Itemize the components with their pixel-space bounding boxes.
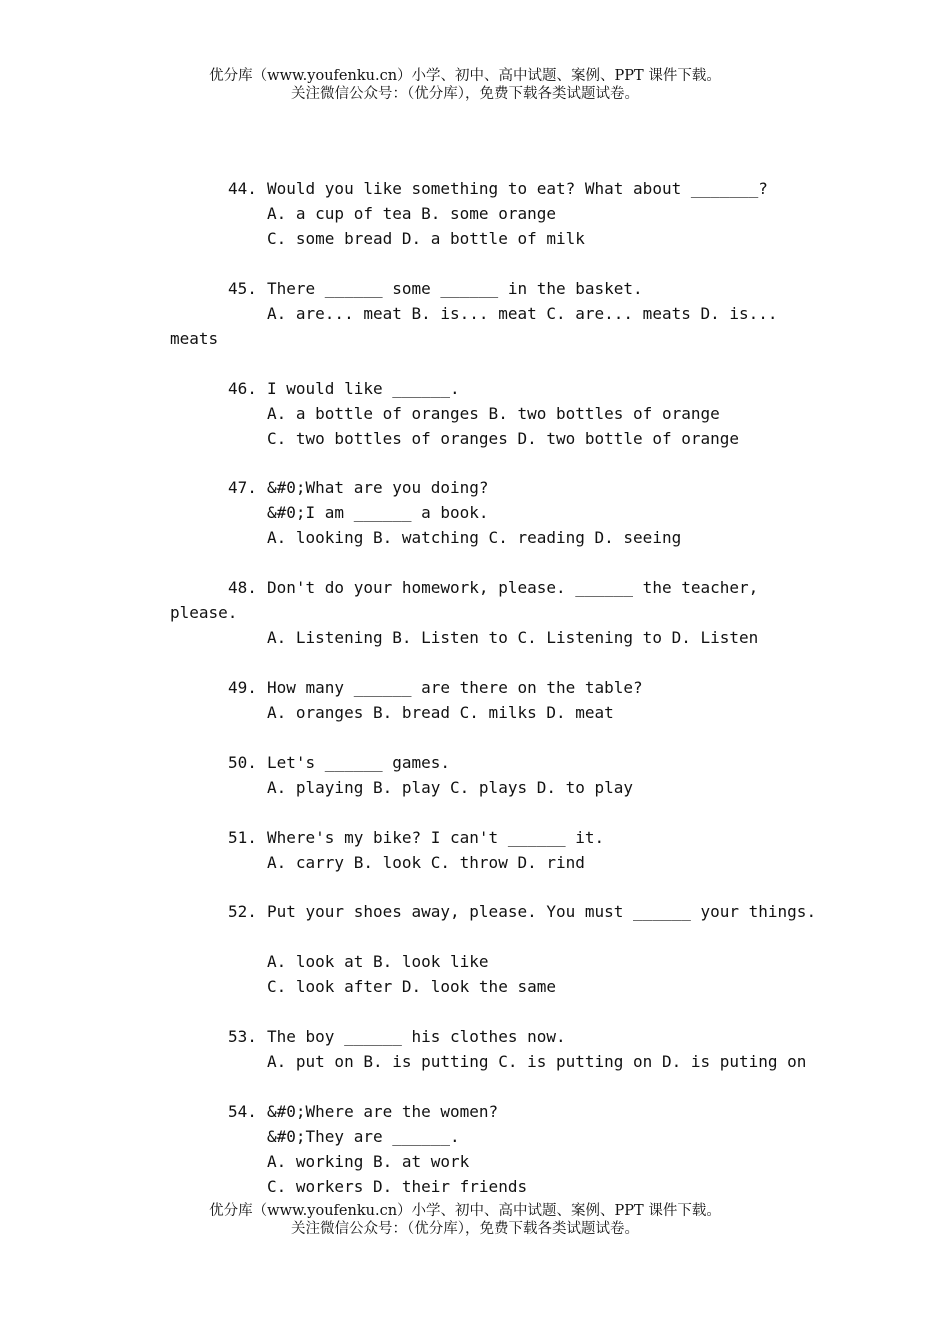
question-number: 44. bbox=[228, 179, 257, 198]
question-stem: Would you like something to eat? What about _______? bbox=[267, 179, 768, 198]
footer-line-2: 关注微信公众号：（优分库），免费下载各类试题试卷。 bbox=[291, 1221, 639, 1237]
question-number: 53. bbox=[228, 1027, 257, 1047]
question-number: 46. bbox=[228, 378, 257, 398]
question-47 bbox=[0, 475, 950, 550]
answer-options: A. are... meat B. is... meat C. are... meats D. is... bbox=[267, 303, 778, 323]
question-stem: The boy ______ his clothes now. bbox=[267, 1027, 566, 1047]
question-53 bbox=[0, 1024, 950, 1074]
question-stem: How many ______ are there on the table? bbox=[267, 677, 643, 697]
wrapped-text: meats bbox=[170, 328, 219, 348]
question-stem: Where's my bike? I can't ______ it. bbox=[267, 827, 605, 847]
question-stem: Let's ______ games. bbox=[267, 752, 451, 772]
question-50 bbox=[0, 750, 950, 800]
question-stem: &#0;They are ______. bbox=[267, 1126, 460, 1146]
question-stem: &#0;I am ______ a book. bbox=[267, 503, 489, 523]
footer-line-1: 优分库（www.youfenku.cn）小学、初中、高中试题、案例、PPT 课件下载。 bbox=[209, 1203, 721, 1219]
answer-options: A. look at B. look like bbox=[267, 952, 489, 972]
question-number: 47. bbox=[228, 478, 257, 498]
answer-options: A. a bottle of oranges B. two bottles of orange bbox=[267, 403, 720, 423]
question-46 bbox=[0, 376, 950, 451]
answer-options: A. playing B. play C. plays D. to play bbox=[267, 777, 634, 797]
question-stem: There ______ some ______ in the basket. bbox=[267, 278, 643, 298]
question-stem: &#0;Where are the women? bbox=[267, 1101, 499, 1121]
question-45 bbox=[0, 276, 950, 351]
question-number: 52. bbox=[228, 902, 257, 922]
answer-options: A. put on B. is putting C. is putting on D. is puting on bbox=[267, 1052, 807, 1072]
question-stem: I would like ______. bbox=[267, 378, 460, 398]
question-stem: Don't do your homework, please. ______ the teacher, bbox=[267, 578, 759, 598]
header-line-2: 关注微信公众号：（优分库），免费下载各类试题试卷。 bbox=[291, 86, 639, 102]
question-stem: &#0;What are you doing? bbox=[267, 478, 489, 498]
answer-options: A. oranges B. bread C. milks D. meat bbox=[267, 702, 614, 722]
question-48 bbox=[0, 575, 950, 650]
answer-options: C. workers D. their friends bbox=[267, 1176, 528, 1196]
question-number: 45. bbox=[228, 278, 257, 298]
question-54 bbox=[0, 1099, 950, 1199]
question-number: 51. bbox=[228, 827, 257, 847]
wrapped-text: please. bbox=[170, 603, 238, 623]
answer-options: A. a cup of tea B. some orange bbox=[267, 204, 556, 223]
answer-options: A. Listening B. Listen to C. Listening to D. Listen bbox=[267, 628, 759, 648]
question-44 bbox=[0, 176, 950, 251]
question-stem: Put your shoes away, please. You must ______ your things. bbox=[267, 902, 817, 922]
question-52 bbox=[0, 899, 950, 999]
page-footer bbox=[0, 1202, 930, 1238]
answer-options: A. working B. at work bbox=[267, 1151, 470, 1171]
question-number: 48. bbox=[228, 578, 257, 598]
question-51 bbox=[0, 825, 950, 875]
question-list bbox=[0, 176, 950, 1224]
answer-options: C. some bread D. a bottle of milk bbox=[267, 229, 585, 248]
answer-options: A. carry B. look C. throw D. rind bbox=[267, 852, 585, 872]
question-number: 54. bbox=[228, 1101, 257, 1121]
question-49 bbox=[0, 675, 950, 725]
answer-options: A. looking B. watching C. reading D. seeing bbox=[267, 528, 682, 548]
question-number: 50. bbox=[228, 752, 257, 772]
header-line-1: 优分库（www.youfenku.cn）小学、初中、高中试题、案例、PPT 课件下载。 bbox=[209, 68, 721, 84]
page-header bbox=[0, 67, 930, 103]
answer-options: C. two bottles of oranges D. two bottle of orange bbox=[267, 428, 740, 448]
answer-options: C. look after D. look the same bbox=[267, 977, 556, 997]
question-number: 49. bbox=[228, 677, 257, 697]
